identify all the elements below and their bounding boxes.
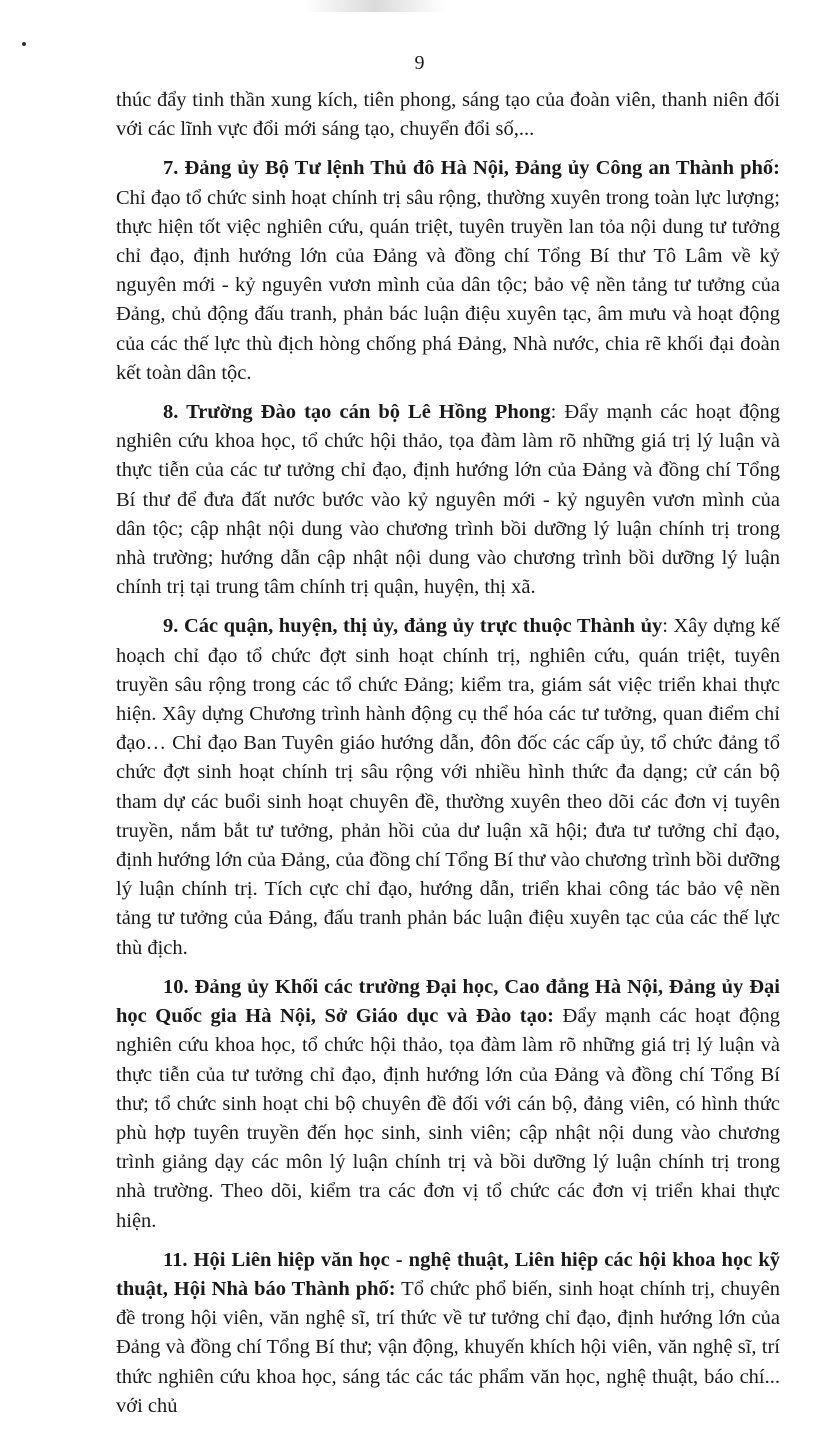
section-8 [116,398,780,602]
section-heading: 7. Đảng ủy Bộ Tư lệnh Thủ đô Hà Nội, Đảng ủy Công an Thành phố: [163,157,780,180]
section-text: : Đẩy mạnh các hoạt động nghiên cứu khoa học, tổ chức hội thảo, tọa đàm làm rõ những giá trị lý luận và thực tiễn của các tư tưởng chỉ đạo, định hướng lớn của Đảng và đồng chí Tổng Bí thư để đưa đất nước bước vào kỷ nguyên mới - kỷ nguyên vươn mình của dân tộc; cập nhật nội dung vào chương trình bồi dưỡng lý luận chính trị trong nhà trường; hướng dẫn cập nhật nội dung vào chương trình bồi dưỡng lý luận chính trị tại trung tâm chính trị quận, huyện, thị xã. [116,401,780,599]
section-10 [116,973,780,1236]
section-heading: 11. Hội Liên hiệp văn học - nghệ thuật, Liên hiệp các hội khoa học kỹ thuật, Hội Nhà báo Thành phố: [116,1248,780,1300]
section-text: : Xây dựng kế hoạch chỉ đạo tổ chức đợt sinh hoạt chính trị, nghiên cứu, quán triệt, tuyên truyền sâu rộng trong các tổ chức Đảng; kiểm tra, giám sát việc triển khai thực hiện. Xây dựng Chương trình hành động cụ thể hóa các tư tưởng, quan điểm chỉ đạo… Chỉ đạo Ban Tuyên giáo hướng dẫn, đôn đốc các cấp ủy, tổ chức đảng tổ chức đợt sinh hoạt chính trị sâu rộng với nhiều hình thức đa dạng; cử cán bộ tham dự các buổi sinh hoạt chuyên đề, thường xuyên theo dõi các đơn vị tuyên truyền, nắm bắt tư tưởng, phản hồi của dư luận xã hội; đưa tư tưởng chỉ đạo, định hướng lớn của Đảng, của đồng chí Tổng Bí thư vào chương trình bồi dưỡng lý luận chính trị. Tích cực chỉ đạo, hướng dẫn, triển khai công tác bảo vệ nền tảng tư tưởng của Đảng, đấu tranh phản bác luận điệu xuyên tạc của các thế lực thù địch. [116,615,780,959]
paragraph-continuation [116,86,780,144]
section-text: Tổ chức phổ biến, sinh hoạt chính trị, chuyên đề trong hội viên, văn nghệ sĩ, trí thức về tư tưởng chỉ đạo, định hướng lớn của Đảng và đồng chí Tổng Bí thư; vận động, khuyến khích hội viên, văn nghệ sĩ, trí thức nghiên cứu khoa học, sáng tác các tác phẩm văn học, nghệ thuật, báo chí... với chủ [116,1277,780,1417]
section-heading: 8. Trường Đào tạo cán bộ Lê Hồng Phong [163,401,551,424]
page-number: 9 [414,52,425,74]
section-heading: 9. Các quận, huyện, thị ủy, đảng ủy trực thuộc Thành ủy [163,615,663,638]
scan-artifact [305,0,445,12]
section-heading: 10. Đảng ủy Khối các trường Đại học, Cao đẳng Hà Nội, Đảng ủy Đại học Quốc gia Hà Nội, Sở Giáo dục và Đào tạo: [116,975,780,1028]
scan-dot [22,42,26,46]
section-text: Chỉ đạo tổ chức sinh hoạt chính trị sâu rộng, thường xuyên trong toàn lực lượng; thực hiện tốt việc nghiên cứu, quán triệt, tuyên truyền lan tỏa nội dung tư tưởng chỉ đạo, định hướng lớn của Đảng và đồng chí Tổng Bí thư Tô Lâm về kỷ nguyên mới - kỷ nguyên vươn mình của dân tộc; bảo vệ nền tảng tư tưởng của Đảng, chủ động đấu tranh, phản bác luận điệu xuyên tạc, âm mưu và hoạt động của các thế lực thù địch hòng chống phá Đảng, Nhà nước, chia rẽ khối đại đoàn kết toàn dân tộc. [116,186,780,384]
section-text: Đẩy mạnh các hoạt động nghiên cứu khoa học, tổ chức hội thảo, tọa đàm làm rõ những giá trị lý luận và thực tiễn của tư tưởng chỉ đạo, định hướng lớn của Đảng và đồng chí Tổng Bí thư; tổ chức sinh hoạt chi bộ chuyên đề đối với cán bộ, đảng viên, có hình thức phù hợp tuyên truyền đến học sinh, sinh viên; cập nhật nội dung vào chương trình giảng dạy các môn lý luận chính trị và bồi dưỡng lý luận chính trị trong nhà trường. Theo dõi, kiểm tra các đơn vị tổ chức các đơn vị triển khai thực hiện. [116,1005,781,1232]
paragraph-text: thúc đẩy tinh thần xung kích, tiên phong, sáng tạo của đoàn viên, thanh niên đối với các lĩnh vực đổi mới sáng tạo, chuyển đổi số,... [116,89,780,141]
section-9 [116,612,780,962]
section-11 [116,1246,780,1421]
section-7 [116,154,780,388]
document-body [116,86,780,1431]
